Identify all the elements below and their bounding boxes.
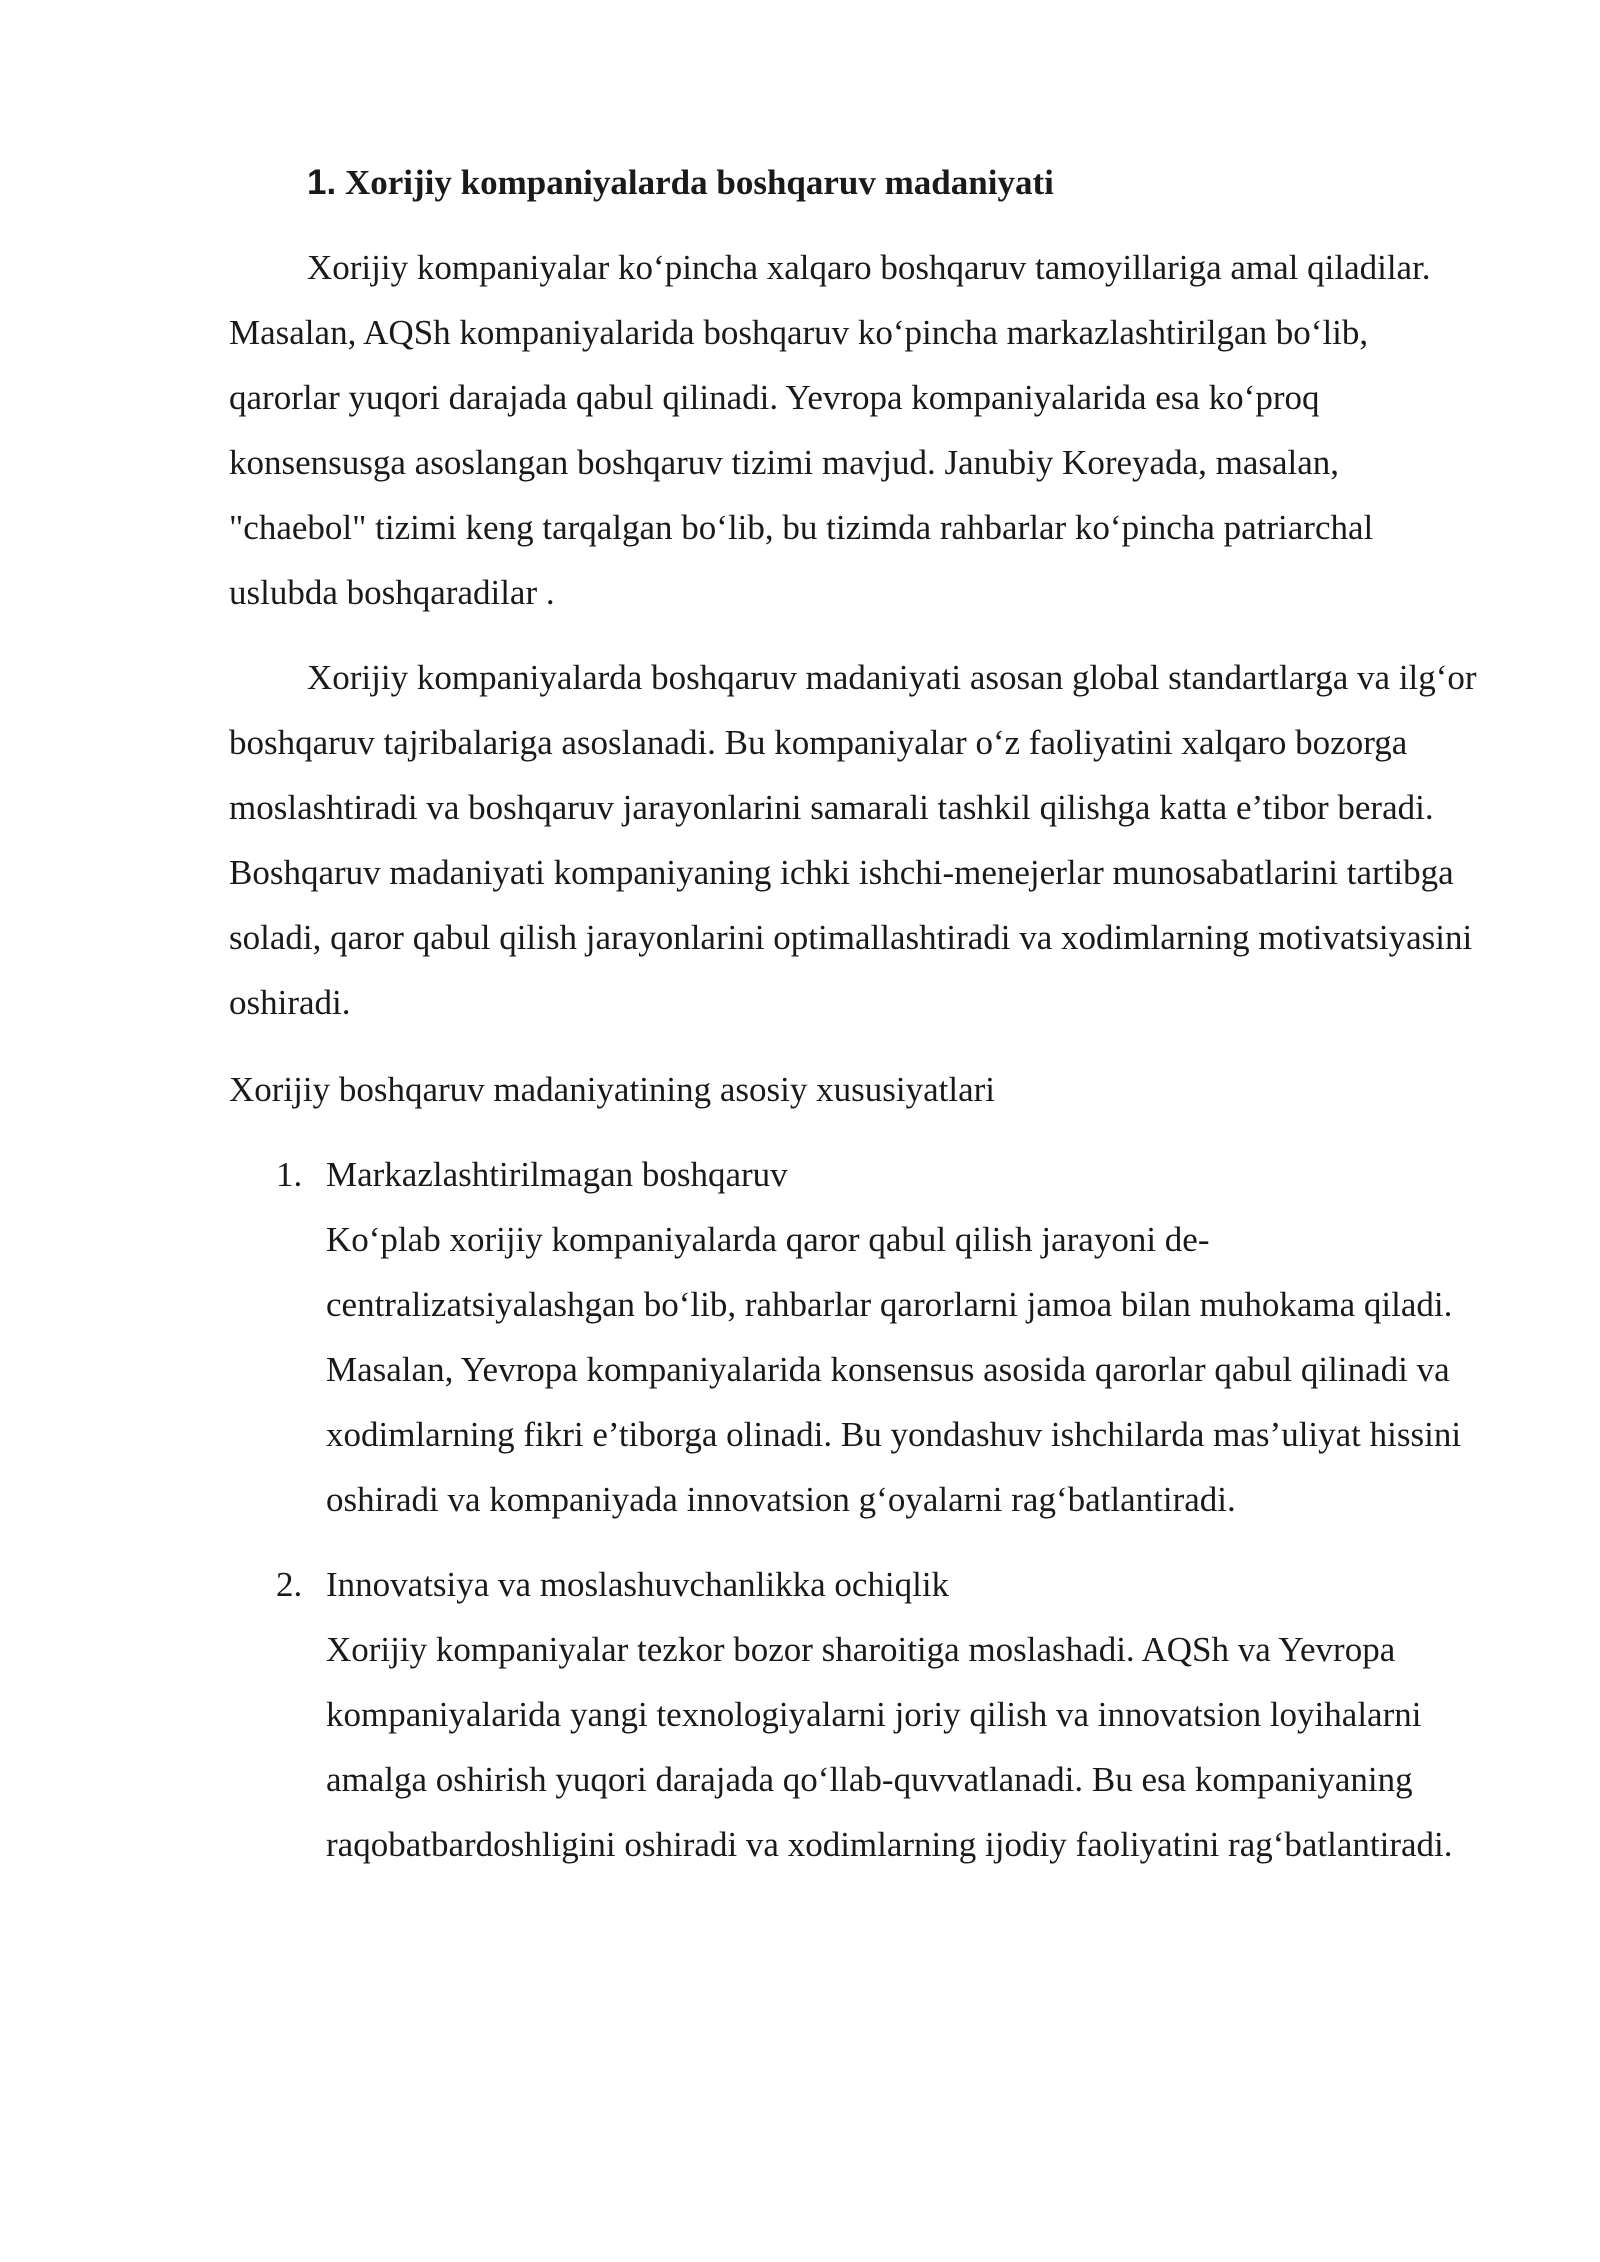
list-item [229, 1552, 1479, 1877]
list-item-body: Xorijiy kompaniyalar tezkor bozor sharoitiga moslashadi. AQSh va Yevropa kompaniyalarida yangi texnologiyalarni joriy qilish va innovatsion loyihalarni amalga oshirish yuqori darajada qo‘llab-quvvatlanadi. Bu esa kompaniyaning raqobatbardoshligini oshiradi va xodimlarning ijodiy faoliyatini rag‘batlantiradi. [326, 1630, 1453, 1864]
features-subheading: Xorijiy boshqaruv madaniyatining asosiy xususiyatlari [229, 1070, 996, 1109]
list-marker: 2. [276, 1565, 303, 1604]
list-item-title: Markazlashtirilmagan boshqaruv [326, 1155, 788, 1194]
section-heading [307, 150, 1479, 215]
list-item [229, 1142, 1479, 1532]
list-item-body: Ko‘plab xorijiy kompaniyalarda qaror qabul qilish jarayoni de-centralizatsiyalashgan bo‘lib, rahbarlar qarorlarni jamoa bilan muhokama qiladi. Masalan, Yevropa kompaniyalarida konsensus asosida qarorlar qabul qilinadi va xodimlarning fikri e’tiborga olinadi. Bu yondashuv ishchilarda mas’uliyat hissini oshiradi va kompaniyada innovatsion g‘oyalarni rag‘batlantiradi. [326, 1220, 1462, 1519]
paragraph-intro: Xorijiy kompaniyalar ko‘pincha xalqaro boshqaruv tamoyillariga amal qiladilar. Masalan, AQSh kompaniyalarida boshqaruv ko‘pincha markazlashtirilgan bo‘lib, qarorlar yuqori darajada qabul qilinadi. Yevropa kompaniyalarida esa ko‘proq konsensusga asoslangan boshqaruv tizimi mavjud. Janubiy Koreyada, masalan, "chaebol" tizimi keng tarqalgan bo‘lib, bu tizimda rahbarlar ko‘pincha patriarchal uslubda boshqaradilar . [229, 248, 1431, 612]
section-number: 1. [307, 163, 337, 202]
document-body [229, 150, 1479, 1897]
features-list [229, 1142, 1479, 1877]
paragraph-culture: Xorijiy kompaniyalarda boshqaruv madaniyati asosan global standartlarga va ilg‘or boshqaruv tajribalariga asoslanadi. Bu kompaniyalar o‘z faoliyatini xalqaro bozorga moslashtiradi va boshqaruv jarayonlarini samarali tashkil qilishga katta e’tibor beradi. Boshqaruv madaniyati kompaniyaning ichki ishchi-menejerlar munosabatlarini tartibga soladi, qaror qabul qilish jarayonlarini optimallashtiradi va xodimlarning motivatsiyasini oshiradi. [229, 658, 1477, 1022]
list-marker: 1. [276, 1155, 303, 1194]
list-item-title: Innovatsiya va moslashuvchanlikka ochiqlik [326, 1565, 950, 1604]
section-title: Xorijiy kompaniyalarda boshqaruv madaniyati [344, 163, 1054, 202]
